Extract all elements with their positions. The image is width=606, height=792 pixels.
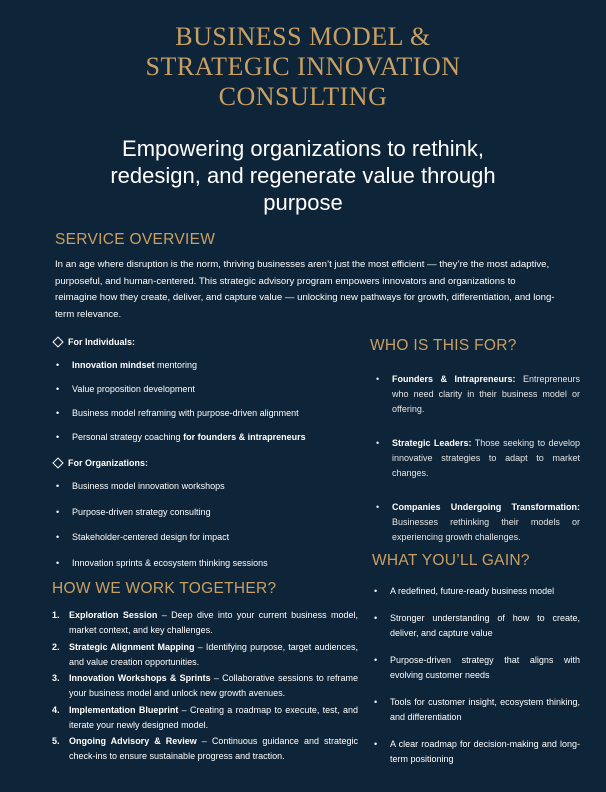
diamond-bullet-icon xyxy=(52,336,63,347)
item-bold: for founders & intrapreneurs xyxy=(183,432,306,442)
list-item xyxy=(50,430,360,454)
item-text: Personal strategy coaching xyxy=(72,432,184,442)
organizations-heading-label: For Organizations: xyxy=(68,458,149,468)
organizations-heading xyxy=(50,456,360,470)
step-title: Implementation Blueprint xyxy=(69,704,179,715)
organizations-list xyxy=(50,479,360,581)
who-is-this-for-heading: WHO IS THIS FOR? xyxy=(370,337,517,354)
page-subtitle xyxy=(60,135,546,216)
step-title: Exploration Session xyxy=(69,610,158,620)
list-item: • Business model innovation workshops xyxy=(50,479,360,505)
step-item xyxy=(52,703,358,733)
step-text: – Identifying purpose, target audiences, and value creation opportunities. xyxy=(69,641,359,667)
step-number: 1. xyxy=(52,610,60,620)
how-we-work-steps xyxy=(52,608,358,766)
title-line-1: BUSINESS MODEL & xyxy=(175,22,431,51)
how-we-work-heading: HOW WE WORK TOGETHER? xyxy=(52,580,277,597)
diamond-bullet-icon xyxy=(52,457,63,468)
list-item xyxy=(370,500,580,545)
item-title: Companies Undergoing Transformation: xyxy=(392,502,580,512)
service-overview-text: In an age where disruption is the norm, thriving businesses aren’t just the most efficient — they’re the most adaptive, purposeful, and human-centered. This strategic advisory program empowers innovators and organizations to reimagine how they create, deliver, and capture value — unlocking new pathways for growth, differentiation, and long-term relevance. xyxy=(55,259,555,320)
individuals-heading-label: For Individuals: xyxy=(68,337,136,347)
what-youll-gain-heading: WHAT YOU’LL GAIN? xyxy=(372,552,530,569)
step-text: – Continuous guidance and strategic check-ins to ensure sustainable progress and traction. xyxy=(69,736,358,761)
list-item xyxy=(370,372,580,417)
step-title: Innovation Workshops & Sprints xyxy=(69,673,211,683)
item-text: Value proposition development xyxy=(72,384,195,394)
step-number: 3. xyxy=(52,673,60,683)
list-item: • A clear roadmap for decision-making and long-term positioning xyxy=(368,737,580,767)
step-text: – Creating a roadmap to execute, test, and iterate your newly designed model. xyxy=(69,704,358,730)
list-item: • Stronger understanding of how to create, deliver, and capture value xyxy=(368,611,580,641)
page-title xyxy=(0,22,606,112)
list-item xyxy=(50,382,360,406)
gain-list xyxy=(368,584,580,779)
subtitle-line-1: Empowering organizations to rethink, xyxy=(122,136,484,161)
list-item xyxy=(370,436,580,481)
step-title: Ongoing Advisory & Review xyxy=(69,736,197,746)
list-item: • Stakeholder-centered design for impact xyxy=(50,530,360,556)
item-text: Entrepreneurs who need clarity in their business model or offering. xyxy=(392,374,580,414)
subtitle-line-3: purpose xyxy=(263,190,343,215)
step-number: 2. xyxy=(52,641,60,652)
subtitle-line-2: redesign, and regenerate value through xyxy=(110,163,496,188)
item-text: Businesses rethinking their models or experiencing growth challenges. xyxy=(392,517,580,542)
step-text: – Collaborative sessions to reframe your business model and unlock new growth avenues. xyxy=(69,673,358,698)
offerings-column xyxy=(50,335,360,581)
step-number: 4. xyxy=(52,704,60,715)
step-item xyxy=(52,671,358,701)
step-item xyxy=(52,734,358,764)
item-text: mentoring xyxy=(154,360,198,370)
who-list xyxy=(370,372,580,564)
item-title: Strategic Leaders: xyxy=(392,438,472,448)
list-item: • Purpose-driven strategy that aligns with evolving customer needs xyxy=(368,653,580,683)
list-item xyxy=(50,406,360,430)
step-text: – Deep dive into your current business model, market context, and key challenges. xyxy=(69,610,358,635)
list-item: • Purpose-driven strategy consulting xyxy=(50,505,360,531)
item-title: Founders & Intrapreneurs: xyxy=(392,374,516,384)
step-item xyxy=(52,640,358,670)
individuals-list xyxy=(50,358,360,454)
item-text: Those seeking to develop innovative strategies to adapt to market changes. xyxy=(392,438,581,478)
service-overview-heading: SERVICE OVERVIEW xyxy=(55,231,216,248)
list-item: • Innovation sprints & ecosystem thinking sessions xyxy=(50,556,360,582)
list-item: • Tools for customer insight, ecosystem thinking, and differentiation xyxy=(368,695,580,725)
list-item xyxy=(50,358,360,382)
step-item xyxy=(52,608,358,638)
title-line-2: STRATEGIC INNOVATION xyxy=(145,52,461,81)
step-title: Strategic Alignment Mapping xyxy=(69,641,195,652)
item-bold: Innovation mindset xyxy=(72,360,155,370)
title-line-3: CONSULTING xyxy=(218,82,388,111)
individuals-heading xyxy=(50,335,360,349)
list-item: • A redefined, future-ready business model xyxy=(368,584,580,599)
step-number: 5. xyxy=(52,736,60,746)
item-text: Business model reframing with purpose-driven alignment xyxy=(72,408,299,418)
